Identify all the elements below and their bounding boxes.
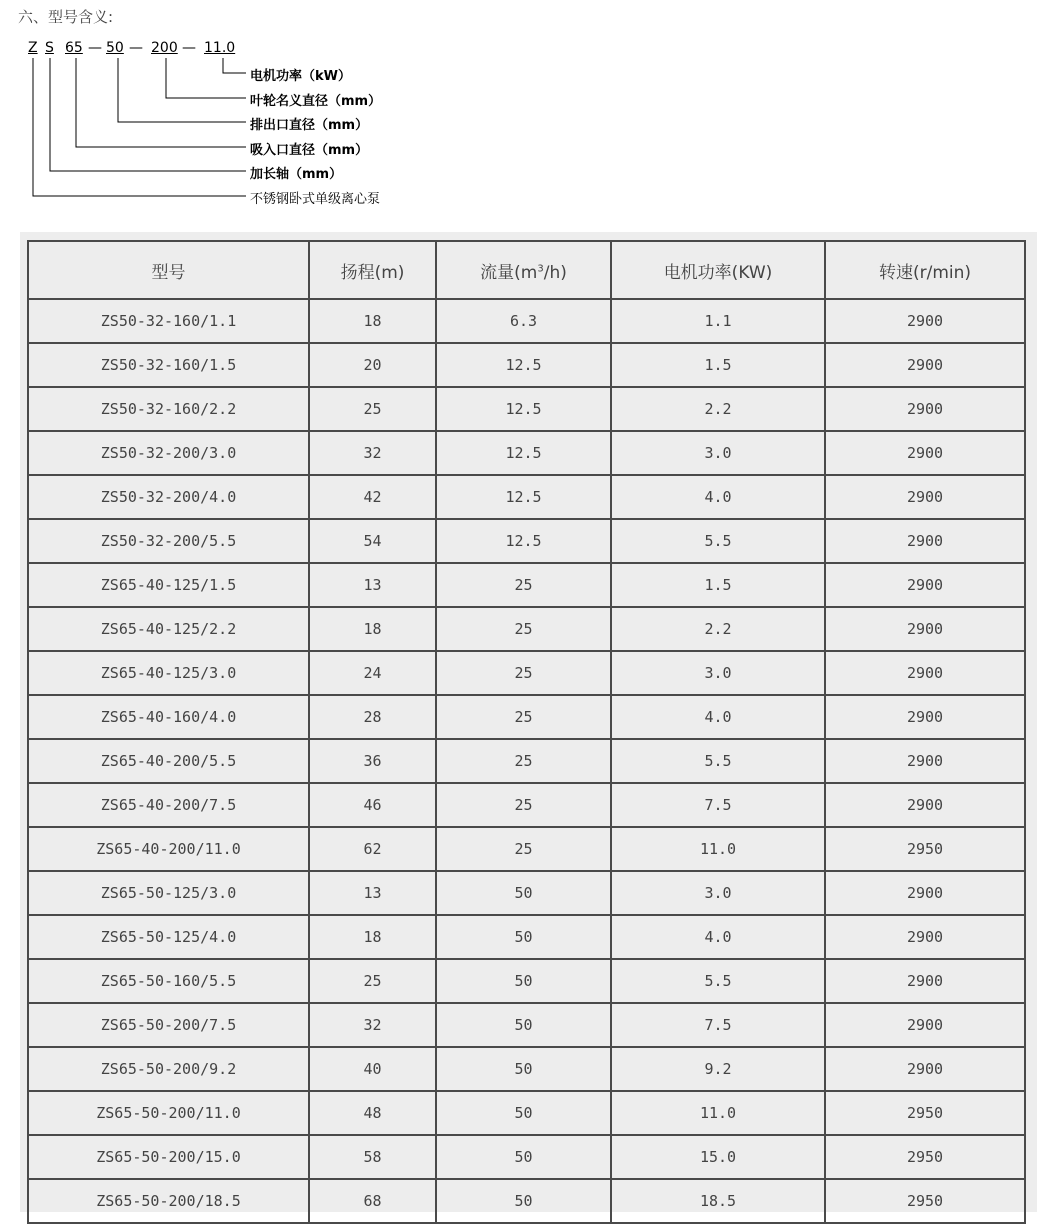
cell-model: ZS50-32-200/4.0 [28,475,309,519]
cell-model: ZS65-50-200/7.5 [28,1003,309,1047]
table-row [28,1179,1025,1223]
cell-power: 9.2 [611,1047,825,1091]
cell-power: 2.2 [611,607,825,651]
cell-speed: 2900 [825,343,1025,387]
cell-flow: 50 [436,1047,611,1091]
cell-flow: 50 [436,1091,611,1135]
table-row [28,1047,1025,1091]
table-row [28,1091,1025,1135]
cell-model: ZS65-50-200/15.0 [28,1135,309,1179]
cell-flow: 50 [436,1003,611,1047]
code-dash: — [88,40,102,56]
cell-speed: 2900 [825,959,1025,1003]
code-part-outlet: 50 [106,40,124,56]
cell-head: 40 [309,1047,436,1091]
cell-speed: 2900 [825,739,1025,783]
cell-speed: 2900 [825,607,1025,651]
legend-inlet-diameter: 吸入口直径（mm） [250,143,369,158]
cell-speed: 2900 [825,431,1025,475]
cell-head: 54 [309,519,436,563]
cell-head: 25 [309,387,436,431]
code-part-impeller: 200 [151,40,178,56]
legend-impeller-diameter: 叶轮名义直径（mm） [250,94,382,109]
cell-speed: 2900 [825,783,1025,827]
code-part-power: 11.0 [204,40,236,56]
cell-flow: 50 [436,959,611,1003]
cell-power: 3.0 [611,651,825,695]
cell-power: 3.0 [611,431,825,475]
cell-model: ZS65-50-160/5.5 [28,959,309,1003]
table-row [28,1135,1025,1179]
cell-flow: 25 [436,695,611,739]
cell-flow: 12.5 [436,387,611,431]
cell-power: 1.1 [611,299,825,343]
cell-speed: 2900 [825,299,1025,343]
cell-power: 2.2 [611,387,825,431]
cell-power: 1.5 [611,563,825,607]
cell-speed: 2900 [825,475,1025,519]
cell-flow: 25 [436,739,611,783]
cell-model: ZS50-32-160/2.2 [28,387,309,431]
legend-outlet-diameter: 排出口直径（mm） [250,118,369,133]
cell-power: 4.0 [611,475,825,519]
cell-speed: 2900 [825,915,1025,959]
cell-model: ZS65-40-200/7.5 [28,783,309,827]
cell-power: 3.0 [611,871,825,915]
cell-power: 11.0 [611,1091,825,1135]
cell-head: 46 [309,783,436,827]
cell-power: 15.0 [611,1135,825,1179]
cell-head: 13 [309,563,436,607]
cell-flow: 12.5 [436,519,611,563]
code-part-s: S [45,40,54,56]
table-body [28,299,1025,1223]
header-speed: 转速(r/min) [825,241,1025,299]
cell-model: ZS65-40-125/1.5 [28,563,309,607]
cell-flow: 12.5 [436,475,611,519]
code-part-inlet: 65 [65,40,83,56]
cell-head: 18 [309,299,436,343]
cell-model: ZS50-32-160/1.5 [28,343,309,387]
cell-flow: 12.5 [436,343,611,387]
cell-speed: 2900 [825,695,1025,739]
cell-flow: 50 [436,871,611,915]
header-model: 型号 [28,241,309,299]
table-row [28,475,1025,519]
cell-power: 4.0 [611,695,825,739]
cell-power: 7.5 [611,1003,825,1047]
table-row [28,783,1025,827]
table-row [28,387,1025,431]
table-row [28,739,1025,783]
cell-speed: 2900 [825,1003,1025,1047]
table-row [28,651,1025,695]
cell-power: 7.5 [611,783,825,827]
cell-flow: 25 [436,783,611,827]
cell-flow: 50 [436,1179,611,1223]
header-flow [436,241,611,299]
header-motor-power: 电机功率(KW) [611,241,825,299]
cell-speed: 2900 [825,1047,1025,1091]
table-header-row [28,241,1025,299]
spec-table-container [20,232,1037,1212]
cell-speed: 2900 [825,563,1025,607]
header-head: 扬程(m) [309,241,436,299]
cell-speed: 2900 [825,519,1025,563]
cell-model: ZS65-40-125/2.2 [28,607,309,651]
table-row [28,563,1025,607]
spec-table [27,240,1026,1224]
cell-head: 25 [309,959,436,1003]
cell-model: ZS50-32-200/3.0 [28,431,309,475]
header-flow-prefix: 流量(m [480,262,538,283]
cell-head: 28 [309,695,436,739]
legend-motor-power: 电机功率（kW） [250,69,351,84]
cell-power: 1.5 [611,343,825,387]
table-row [28,915,1025,959]
cell-flow: 50 [436,1135,611,1179]
cell-head: 32 [309,431,436,475]
cell-speed: 2950 [825,827,1025,871]
table-row [28,1003,1025,1047]
cell-model: ZS65-40-200/5.5 [28,739,309,783]
cell-model: ZS65-50-200/11.0 [28,1091,309,1135]
cell-head: 18 [309,607,436,651]
legend-extended-shaft: 加长轴（mm） [250,167,343,182]
cell-power: 18.5 [611,1179,825,1223]
cell-model: ZS65-40-125/3.0 [28,651,309,695]
cell-flow: 25 [436,827,611,871]
cell-model: ZS50-32-160/1.1 [28,299,309,343]
cell-flow: 25 [436,563,611,607]
table-row [28,959,1025,1003]
cell-head: 13 [309,871,436,915]
model-code-leader-lines [0,0,440,220]
cell-speed: 2950 [825,1091,1025,1135]
cell-speed: 2900 [825,387,1025,431]
header-flow-sup: 3 [537,262,544,274]
cell-head: 62 [309,827,436,871]
table-row [28,431,1025,475]
cell-power: 11.0 [611,827,825,871]
cell-speed: 2950 [825,1179,1025,1223]
cell-power: 5.5 [611,519,825,563]
cell-model: ZS65-50-125/4.0 [28,915,309,959]
cell-model: ZS65-40-200/11.0 [28,827,309,871]
cell-head: 32 [309,1003,436,1047]
cell-flow: 25 [436,651,611,695]
cell-flow: 6.3 [436,299,611,343]
table-row [28,343,1025,387]
table-row [28,871,1025,915]
cell-head: 58 [309,1135,436,1179]
code-dash: — [182,40,196,56]
cell-head: 20 [309,343,436,387]
cell-flow: 12.5 [436,431,611,475]
cell-head: 24 [309,651,436,695]
section-title: 六、型号含义: [18,8,114,26]
cell-speed: 2950 [825,1135,1025,1179]
cell-head: 42 [309,475,436,519]
cell-head: 18 [309,915,436,959]
code-part-z: Z [28,40,38,56]
table-row [28,519,1025,563]
table-row [28,299,1025,343]
cell-power: 5.5 [611,959,825,1003]
cell-head: 48 [309,1091,436,1135]
cell-speed: 2900 [825,871,1025,915]
legend-pump-type: 不锈钢卧式单级离心泵 [250,192,381,207]
table-row [28,827,1025,871]
cell-head: 36 [309,739,436,783]
code-dash: — [129,40,143,56]
cell-model: ZS65-50-200/18.5 [28,1179,309,1223]
header-flow-suffix: /h) [543,262,567,283]
table-row [28,695,1025,739]
cell-flow: 25 [436,607,611,651]
cell-speed: 2900 [825,651,1025,695]
cell-model: ZS50-32-200/5.5 [28,519,309,563]
model-code-diagram [0,0,440,220]
table-row [28,607,1025,651]
cell-model: ZS65-40-160/4.0 [28,695,309,739]
cell-power: 5.5 [611,739,825,783]
cell-model: ZS65-50-125/3.0 [28,871,309,915]
cell-head: 68 [309,1179,436,1223]
cell-flow: 50 [436,915,611,959]
cell-model: ZS65-50-200/9.2 [28,1047,309,1091]
cell-power: 4.0 [611,915,825,959]
